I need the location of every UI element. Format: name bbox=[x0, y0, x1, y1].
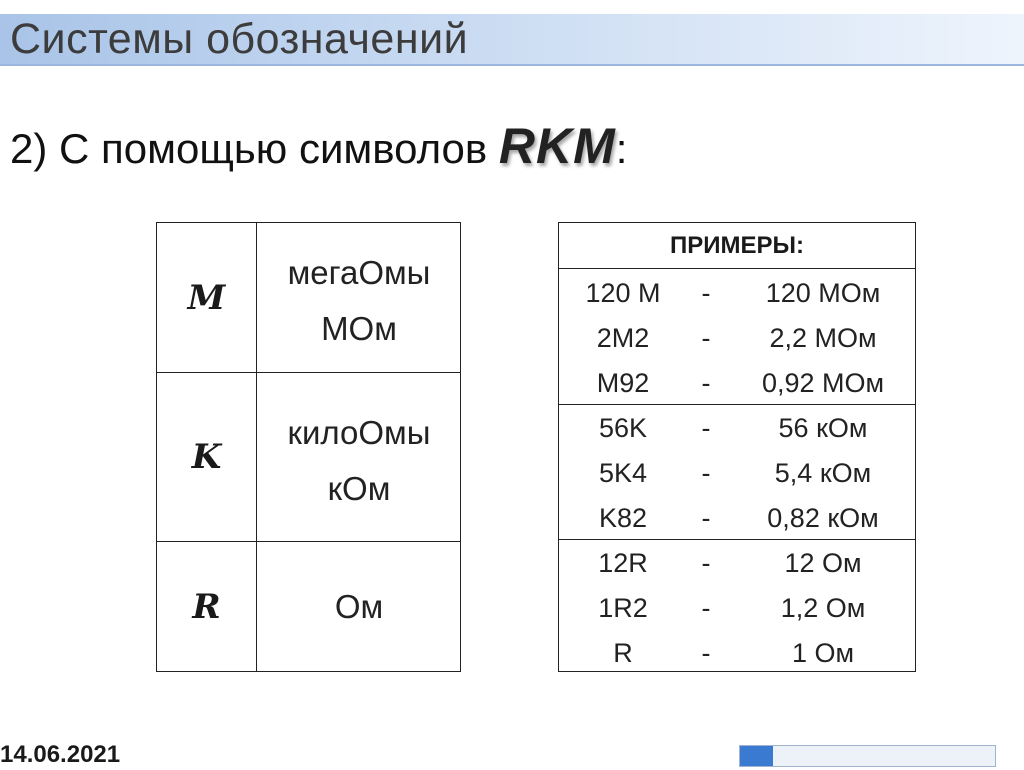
example-dash: - bbox=[701, 593, 711, 623]
examples-table bbox=[558, 222, 916, 672]
example-dash: - bbox=[701, 503, 711, 533]
example-value: 1 Ом bbox=[791, 638, 855, 668]
example-row bbox=[559, 316, 915, 361]
example-dash: - bbox=[701, 368, 711, 398]
example-code: 5K4 bbox=[598, 458, 648, 488]
example-code: 2M2 bbox=[596, 323, 650, 353]
examples-header: ПРИМЕРЫ: bbox=[559, 223, 915, 269]
example-value: 1,2 Ом bbox=[780, 593, 866, 623]
example-dash: - bbox=[701, 458, 711, 488]
units-row-kilo bbox=[157, 372, 460, 541]
example-row bbox=[559, 496, 915, 541]
example-dash: - bbox=[701, 548, 711, 578]
example-code: M92 bbox=[596, 368, 650, 398]
units-row-ohm bbox=[157, 541, 460, 671]
unit-abbrev: кОм bbox=[327, 470, 391, 507]
example-value: 120 МОм bbox=[765, 278, 881, 308]
subtitle-emphasis-rkm: RKM bbox=[498, 118, 616, 174]
slide-progress-fill bbox=[740, 746, 773, 766]
example-row bbox=[559, 631, 915, 676]
examples-group-kilo bbox=[559, 404, 915, 539]
example-code: R bbox=[613, 638, 633, 668]
unit-symbol: K bbox=[157, 373, 257, 541]
example-value: 0,82 кОм bbox=[767, 503, 879, 533]
example-value: 56 кОм bbox=[778, 413, 868, 443]
example-row bbox=[559, 541, 915, 586]
slide-progress-bar bbox=[739, 745, 996, 767]
examples-group-mega bbox=[559, 269, 915, 404]
example-value: 2,2 МОм bbox=[769, 323, 877, 353]
example-code: 1R2 bbox=[598, 593, 648, 623]
example-code: 120 M bbox=[585, 278, 661, 308]
example-dash: - bbox=[701, 278, 711, 308]
footer-date: 14.06.2021 bbox=[0, 741, 121, 768]
example-value: 12 Ом bbox=[784, 548, 862, 578]
example-dash: - bbox=[701, 413, 711, 443]
subtitle-suffix: : bbox=[615, 125, 628, 172]
unit-name: мегаОмы bbox=[287, 254, 431, 291]
example-dash: - bbox=[701, 323, 711, 353]
example-code: K82 bbox=[598, 503, 648, 533]
units-table bbox=[156, 222, 461, 672]
unit-symbol: R bbox=[157, 542, 257, 671]
unit-name: килоОмы bbox=[287, 414, 431, 451]
title-bar bbox=[0, 14, 1024, 66]
example-code: 12R bbox=[598, 548, 648, 578]
example-row bbox=[559, 586, 915, 631]
unit-abbrev: МОм bbox=[321, 310, 397, 347]
slide-subtitle bbox=[10, 118, 627, 177]
unit-symbol: M bbox=[157, 223, 257, 372]
examples-group-ohm bbox=[559, 539, 915, 671]
unit-description bbox=[257, 373, 461, 541]
example-row bbox=[559, 271, 915, 316]
unit-description bbox=[257, 223, 461, 372]
example-row bbox=[559, 361, 915, 406]
example-code: 56K bbox=[598, 413, 648, 443]
unit-name: Ом bbox=[334, 587, 384, 625]
units-row-mega bbox=[157, 223, 460, 372]
example-value: 5,4 кОм bbox=[774, 458, 872, 488]
example-value: 0,92 МОм bbox=[761, 368, 885, 398]
unit-description bbox=[257, 542, 461, 671]
subtitle-prefix: 2) С помощью символов bbox=[10, 125, 499, 172]
example-dash: - bbox=[701, 638, 711, 668]
slide-title: Системы обозначений bbox=[10, 15, 469, 63]
example-row bbox=[559, 451, 915, 496]
example-row bbox=[559, 406, 915, 451]
